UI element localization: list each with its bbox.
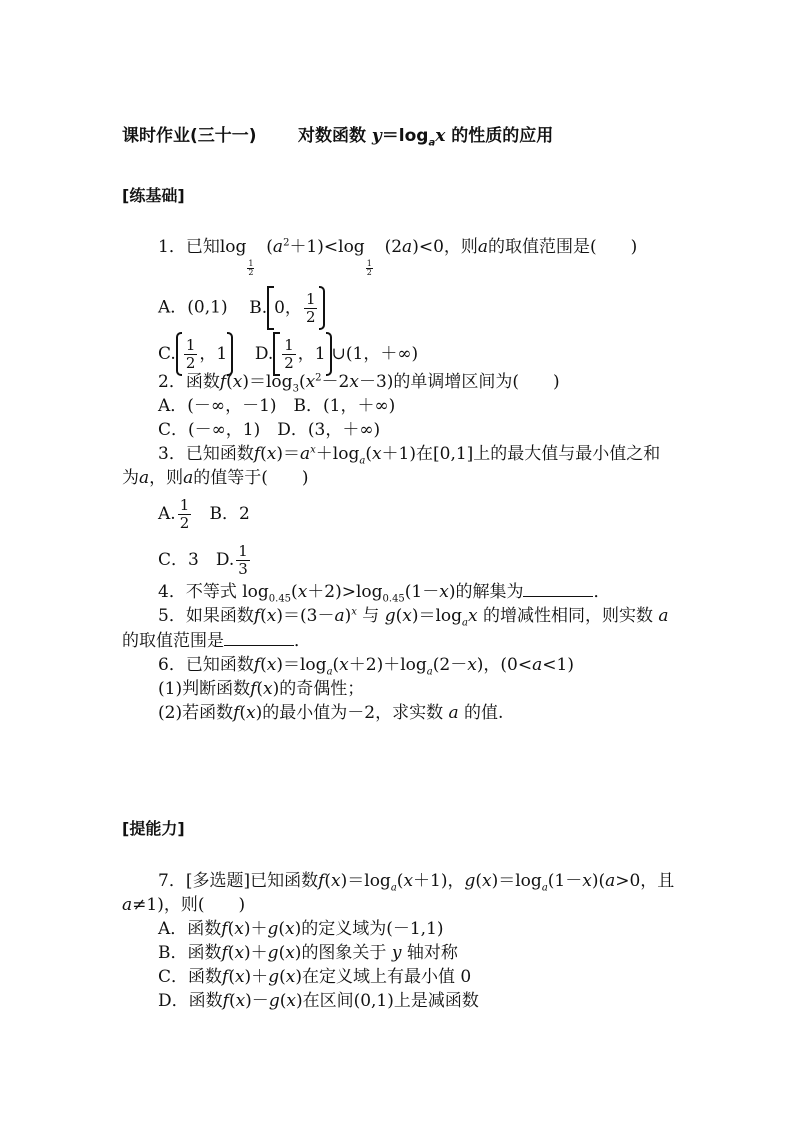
question-2: 2．函数$f(x)=\log_3(x^2-2x-3)$的单调增区间为( ) — [158, 372, 560, 395]
q1-option-a[interactable]: A．(0,1) — [158, 297, 228, 318]
question-4: 4．不等式 $\log_{0.45}(x+2)>\log_{0.45}(1-x)$的解集为 ． — [158, 582, 611, 605]
answer-blank[interactable] — [523, 580, 593, 597]
q6-part-2: (2)若函数f(x)的最小值为－2，求实数 a 的值. — [158, 703, 504, 723]
q1-options-cd — [158, 332, 418, 376]
q1-option-c[interactable]: C. $\frac{1}{2}$ ，1 — [158, 344, 233, 364]
q7-option-b[interactable]: B．函数f(x)＋g(x)的图象关于 y 轴对称 — [158, 943, 458, 963]
q3-option-b[interactable]: B．2 — [209, 504, 250, 524]
q3-options-cd — [158, 543, 252, 578]
q7-option-d[interactable]: D．函数f(x)－g(x)在区间(0,1)上是减函数 — [158, 991, 479, 1011]
page-title: 课时作业(三十一) 对数函数 $y=\log_ax$ 的性质的应用 — [122, 126, 554, 149]
q3-option-a[interactable]: A. $\frac{1}{2}$ — [158, 496, 190, 532]
q3-options-ab — [158, 497, 250, 532]
q3-option-cd[interactable]: C．3 D. $\frac{1}{3}$ — [158, 542, 248, 578]
q1-option-b[interactable]: B. 0， $\frac{1}{2}$ — [249, 298, 325, 318]
question-6: 6．已知函数$f(x)=\log_a(x+2)+\log_a(2-x)$，(0<a<1) — [158, 655, 574, 678]
question-3: 3．已知函数$f(x)=a^x+\log_a(x+1)$在[0,1]上的最大值与最小值之和 — [158, 444, 661, 467]
answer-blank[interactable] — [224, 629, 294, 646]
question-5-line2: 的取值范围是 ． — [122, 631, 311, 651]
q7-option-c[interactable]: C．函数f(x)＋g(x)在定义域上有最小值 0 — [158, 967, 472, 987]
half-fraction: $\frac{1}{2}$ — [248, 259, 254, 277]
question-7-line2: a≠1)，则( ) — [122, 895, 246, 915]
title-prefix: 课时作业(三十一) — [122, 126, 257, 146]
q6-part-1: (1)判断函数f(x)的奇偶性； — [158, 679, 365, 699]
question-5: 5．如果函数$f(x)=(3-a)^x$ 与 $g(x)=\log_ax$ 的增减性相同，则实数 a — [158, 606, 669, 629]
q1-option-d[interactable]: D. $\frac{1}{2}$ ，1 ∪(1，＋∞) — [255, 344, 418, 364]
question-7: 7．[多选题]已知函数$f(x)=\log_a(x+1)$，$g(x)=\log_a(1-x)(a>0$，且 — [158, 871, 675, 894]
q1-options-ab — [158, 286, 325, 330]
question-3-line2: 为a，则a的值等于( ) — [122, 468, 309, 488]
q7-option-a[interactable]: A．函数f(x)＋g(x)的定义域为(－1,1) — [158, 919, 444, 939]
q2-options-cd[interactable]: C．(－∞，1) D．(3，＋∞) — [158, 420, 381, 440]
q2-options-ab[interactable]: A．(－∞，－1) B．(1，＋∞) — [158, 396, 396, 416]
title-main: 对数函数 — [297, 126, 366, 146]
section-improve: [提能力] — [122, 819, 185, 838]
question-1: 1．已知log $\frac{1}{2}$ $(a^2+1)<\log$ $\frac{1}{2}$ (2a)<0，则a的取值范围是( ) — [158, 237, 638, 277]
section-basic: [练基础] — [122, 186, 185, 205]
